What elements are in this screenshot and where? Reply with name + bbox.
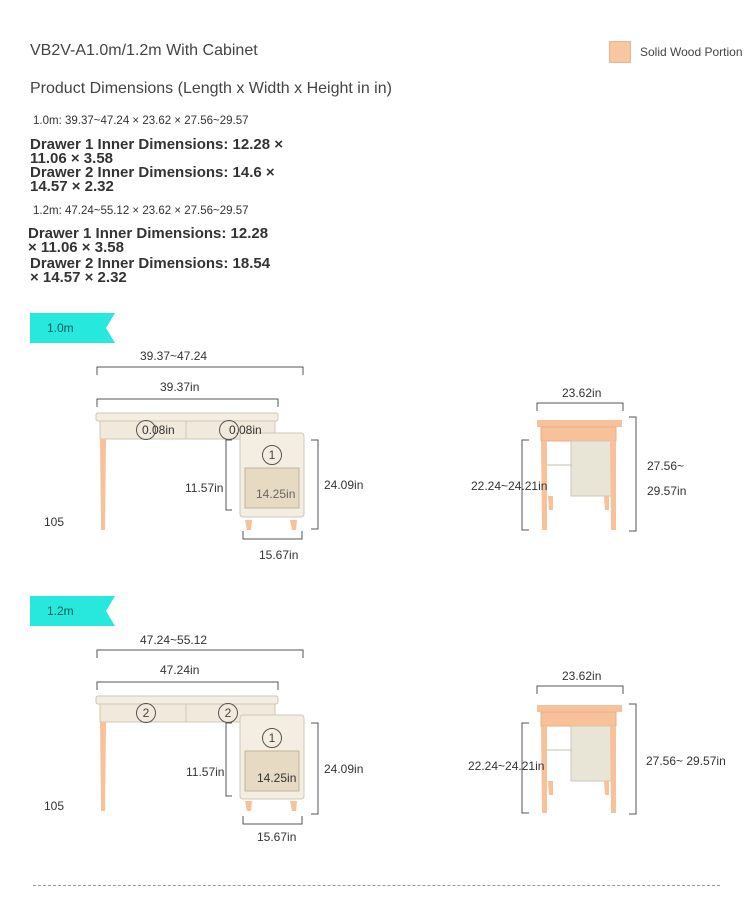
total-width-12m: 47.24~55.12	[140, 633, 208, 647]
cabinet-total-height-12m: 24.09in	[324, 762, 364, 776]
drawer1-12m-line1: Drawer 1 Inner Dimensions: 12.28	[28, 225, 269, 242]
side-height-1m-line2: 29.57in	[647, 484, 687, 498]
legend-swatch	[609, 41, 631, 63]
drawer1-12m-line2: × 11.06 × 3.58	[28, 239, 124, 256]
side-inner-height-1m: 22.24~24.21in	[471, 479, 548, 493]
desk-diagram-1m	[0, 345, 750, 570]
size-12m: 1.2m: 47.24~55.12 × 23.62 × 27.56~29.57	[33, 205, 249, 217]
cabinet-height-1m: 11.57in	[185, 481, 224, 495]
drawer2-12m-line2: × 14.57 × 2.32	[30, 269, 127, 286]
drawer-marker-left-1m-label: 0.08in	[142, 423, 175, 437]
drawer-marker-left-12m: 2	[136, 703, 156, 723]
tag-1m	[30, 313, 115, 343]
side-depth-12m: 23.62in	[562, 669, 602, 683]
cabinet-number-1m: 1	[262, 445, 282, 465]
dimensions-heading: Product Dimensions (Length x Width x Height in in)	[30, 80, 392, 97]
side-depth-1m: 23.62in	[562, 386, 602, 400]
top-width-line	[97, 399, 278, 407]
cabinet-inner-12m: 14.25in	[257, 771, 297, 785]
desk-diagram-12m	[0, 628, 750, 853]
cabinet-width-1m: 15.67in	[259, 548, 299, 562]
drawer1-1m-line1: Drawer 1 Inner Dimensions: 12.28 ×	[30, 136, 284, 153]
tag-12m	[30, 596, 115, 626]
left-label-1m: 105	[44, 515, 65, 529]
drawer2-1m-line2: 14.57 × 2.32	[30, 178, 114, 195]
cabinet-height-12m: 11.57in	[186, 765, 225, 779]
legend-label: Solid Wood Portion	[640, 45, 743, 59]
side-height-1m-line1: 27.56~	[647, 459, 685, 473]
top-width-12m: 47.24in	[160, 663, 200, 677]
size-1m: 1.0m: 39.37~47.24 × 23.62 × 27.56~29.57	[33, 115, 249, 127]
cabinet-inner-1m: 14.25in	[256, 487, 296, 501]
drawer-marker-right-1m-label: 0.08in	[229, 423, 262, 437]
tag-1m-label: 1.0m	[47, 321, 74, 335]
cabinet-width-12m: 15.67in	[257, 830, 297, 844]
cabinet-number-12m: 1	[262, 728, 282, 748]
side-height-12m: 27.56~ 29.57in	[646, 754, 726, 768]
drawer1-1m-line2: 11.06 × 3.58	[30, 150, 113, 167]
top-width-1m: 39.37in	[160, 380, 200, 394]
page-title: VB2V-A1.0m/1.2m With Cabinet	[30, 42, 258, 59]
drawer2-1m-line1: Drawer 2 Inner Dimensions: 14.6 ×	[30, 164, 275, 181]
drawer2-12m-line1: Drawer 2 Inner Dimensions: 18.54	[30, 255, 271, 272]
drawer-marker-right-12m: 2	[218, 703, 238, 723]
tag-12m-label: 1.2m	[47, 604, 74, 618]
bottom-divider	[33, 885, 720, 886]
left-label-12m: 105	[44, 799, 65, 813]
cabinet-total-height-1m: 24.09in	[324, 478, 364, 492]
total-width-1m: 39.37~47.24	[140, 349, 208, 363]
total-width-line	[97, 367, 303, 375]
side-inner-height-12m: 22.24~24.21in	[468, 759, 545, 773]
